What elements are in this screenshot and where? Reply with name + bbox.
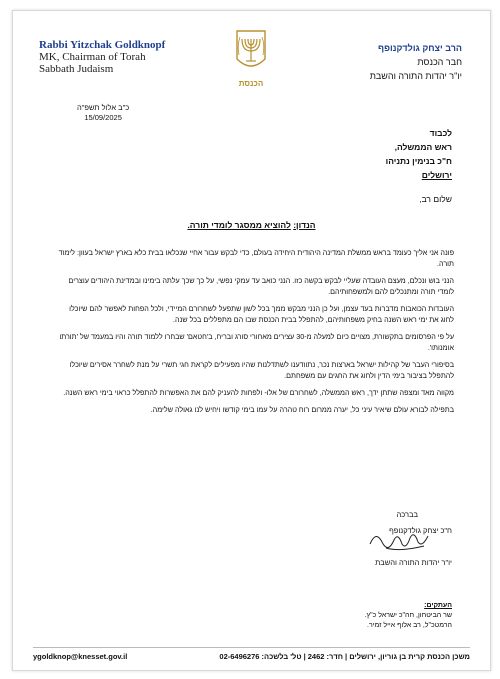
signature-block [375, 509, 452, 569]
body-paragraph: בתפילה לבורא עולם שיאיר עיני כל, יערה ממרום רוח טהרה על עמו בימי קודשו ויחיש לנו גאולה שלימה. [150, 405, 454, 414]
hebrew-date: כ"ב אלול תשפ"ה [77, 103, 130, 112]
footer-address-text: משכן הכנסת קרית בן גוריון, ירושלים | חדר: 2462 | טל' בלשכה: [261, 652, 470, 661]
hebrew-title-line: חבר הכנסת [417, 57, 462, 67]
recipient-title: ראש הממשלה, [394, 142, 452, 152]
footer [33, 652, 470, 661]
subject-prefix: הנדון: [293, 220, 316, 230]
body-paragraph: בסיפורי העבר של קהילות ישראל בארצות נכר, נתוודענו לשתדלנות שהיו מפעילים לקראת חגי תשרי על מנת לשחרר אסירים שיוכלו להתפלל בציבור בימי הדין ולחוג את החגים עם משפחתם. [69, 360, 454, 380]
body-paragraph: על פי הפרסומים בתקשורת, מצויים כיום למעלה מ-30 עצירים מאחורי סורג ובריח, ב'חטאם' שבחרו ללמוד תורה והיו במעמד של 'תורתו אומנותו'. [59, 332, 454, 352]
footer-address [219, 652, 470, 661]
signer-name: ח"כ יצחק גולדקנופף [389, 526, 452, 535]
copies-title: העתקים: [424, 602, 452, 609]
subject-line [13, 220, 490, 230]
footer-email[interactable]: ygoldknop@knesset.gov.il [33, 652, 128, 661]
gregorian-date: 15/09/2025 [84, 113, 122, 122]
recipient-city: ירושלים [421, 170, 452, 180]
menorah-emblem-icon [233, 29, 269, 73]
signer-title: יו"ר יהדות התורה והשבת [375, 558, 452, 567]
recipient-block [386, 126, 452, 182]
letter-body [54, 247, 454, 421]
subject-text: להוציא ממסגר לומדי תורה. [187, 220, 291, 230]
greeting: שלום רב, [419, 194, 452, 204]
letter-page [12, 10, 491, 671]
letterhead-english [39, 39, 165, 75]
footer-phone: 02-6496276 [219, 652, 260, 661]
recipient-to: לכבוד [429, 128, 452, 138]
handwritten-signature [366, 526, 436, 554]
english-name: Rabbi Yitzchak Goldknopf [39, 39, 166, 51]
body-paragraph: מקווה מאד ומצפה שתתן ידך, ראש הממשלה, לשחרורם של אלו- ולפחות להעניק להם את האפשרות להתפלל כראוי בימי ראש השנה. [63, 388, 454, 397]
knesset-emblem [232, 29, 270, 89]
footer-divider [33, 647, 470, 648]
emblem-label: הכנסת [238, 79, 264, 88]
body-paragraph: הנני בוש ונכלם, מעצם העובדה שעליי לבקש בקשה כזו. הנני כואב עד עמקי נפשי, על כך שכך עלתה בימינו ובמדינת היהודים עוצרים לומדי תורה ומתנכלים להם ולמשפחותיהם. [68, 276, 454, 296]
hebrew-name: הרב יצחק גולדקנופף [378, 43, 462, 53]
english-party-line: Sabbath Judaism [39, 63, 114, 75]
letterhead-hebrew [370, 41, 462, 83]
letter-dates [77, 103, 129, 123]
recipient-name: ח"כ בנימין נתניהו [385, 156, 452, 166]
copies-block [365, 601, 452, 631]
copy-recipient: הרמטכ"ל, רב אלוף אייל זמיר. [367, 622, 452, 629]
body-paragraph: העובדות הכואבות מדברות בעד עצמן, ועל כן הנני מבקש ממך בכל לשון שתפעל לשחרורם המיידי, ולכל הפחות לאפשר להם שיוכלו לחוג את ימי ראש השנה בחיק משפחותיהם, להתפלל בבית הכנסת שבו הם מתפללים בכל שנה. [69, 304, 454, 324]
hebrew-party-line: יו"ר יהדות התורה והשבת [369, 71, 462, 81]
closing: בברכה [396, 510, 418, 519]
copy-recipient: שר הביטחון, חה"כ ישראל כ"ץ. [364, 612, 452, 619]
body-paragraph: פונה אני אליך כעומד בראש ממשלת המדינה היהודית היחידה בעולם, כדי לבקש עבור אחיי שנכלאו בבית כלא בארץ ישראל בעוון: לימוד תורה. [58, 248, 454, 268]
english-title-line: MK, Chairman of Torah [39, 51, 146, 63]
